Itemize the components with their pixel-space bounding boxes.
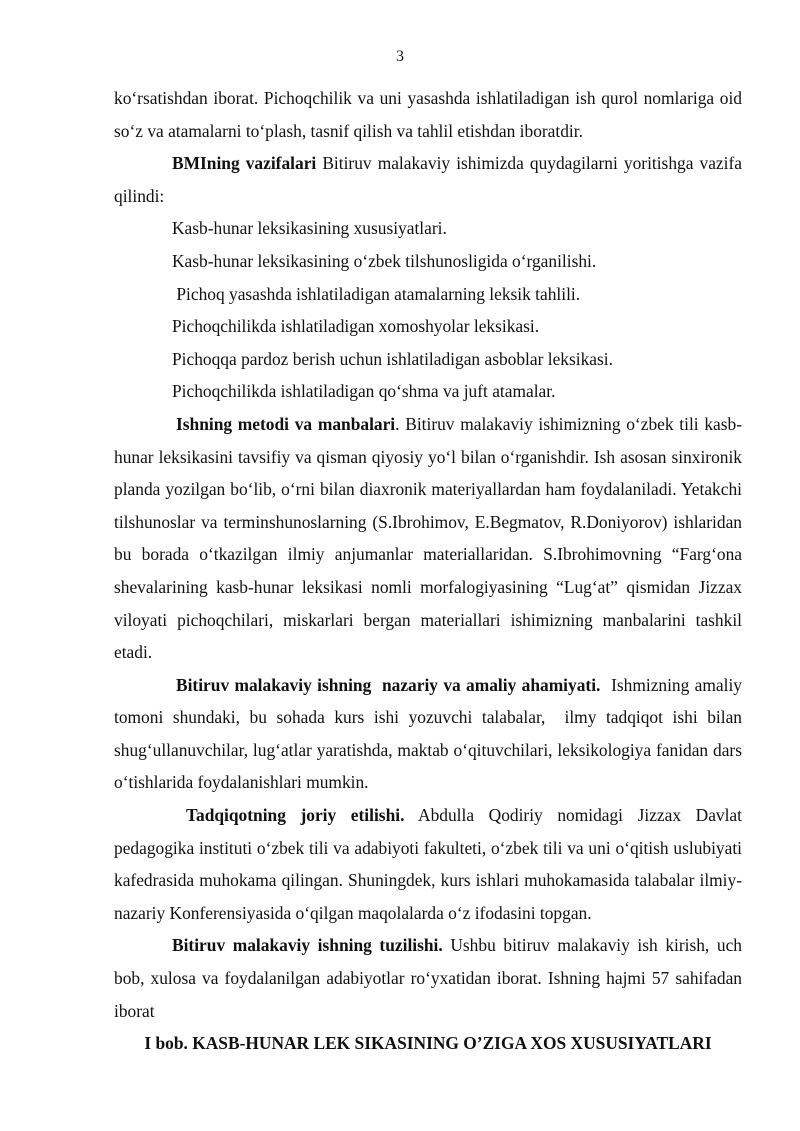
task-item: Kasb-hunar leksikasining o‘zbek tilshunosligida o‘rganilishi. — [172, 250, 597, 271]
tasks-heading: BMIning vazifalari — [172, 153, 317, 174]
intro-paragraph: ko‘rsatishdan iborat. Pichoqchilik va uni yasashda ishlatiladigan ish qurol nomlariga oid so‘z va atamalarni to‘plash, tasnif qilish va tahlil etishdan iboratdir. — [114, 88, 742, 141]
method-heading: Ishning metodi va manbalari — [176, 413, 396, 434]
structure-paragraph — [114, 929, 742, 1027]
task-item: Pichoqchilikda ishlatiladigan xomoshyolar leksikasi. — [172, 316, 540, 337]
significance-text: Ishmizning amaliy tomoni shundaki, bu sohada kurs ishi yozuvchi talabalar, ilmy tadqiqot ishi bilan shug‘ullanuvchilar, lug‘atlar yaratishda, maktab o‘qituvchilari, leksikologiya fanidan dars o‘tishlarida foydalanishlari mumkin. — [114, 674, 747, 793]
task-item: Pichoqqa pardoz berish uchun ishlatiladigan asboblar leksikasi. — [172, 348, 613, 369]
approval-paragraph — [114, 799, 742, 929]
significance-paragraph — [114, 669, 747, 799]
approval-heading: Tadqiqotning joriy etilishi. — [186, 805, 405, 826]
task-item: Kasb-hunar leksikasining xususiyatlari. — [172, 218, 447, 239]
structure-heading: Bitiruv malakaviy ishning tuzilishi. — [172, 935, 443, 956]
method-text: . Bitiruv malakaviy ishimizning o‘zbek tili kasb-hunar leksikasini tavsifiy va qisman qiyosiy yo‘l bilan o‘rganishdir. Ish asosan sinxironik planda yozilgan bo‘lib, o‘rni bilan diaxronik materiyallardan ham foydalaniladi. Yetakchi tilshunoslar va terminshunoslarning (S.Ibrohimov, E.Begmatov, R.Doniyorov) ishlaridan bu borada o‘tkazilgan ilmiy anjumanlar materiallaridan. S.Ibrohimovning “Farg‘ona shevalarining kasb-hunar leksikasi nomli morfalogiyasining “Lug‘at” qismidan Jizzax viloyati pichoqchilari, miskarlari bergan materiallari ishimizning manbalarini tashkil etadi. — [114, 413, 743, 663]
chapter-title: I bob. KASB-HUNAR LEK SIKASINING O’ZIGA XOS XUSUSIYATLARI — [144, 1033, 712, 1054]
tasks-text: Bitiruv malakaviy ishimizda quydagilarni yoritishga vazifa qilindi: — [114, 153, 742, 206]
approval-text: Abdulla Qodiriy nomidagi Jizzax Davlat pedagogika instituti o‘zbek tili va adabiyoti fakulteti, o‘zbek tili va uni o‘qitish uslubiyati kafedrasida muhokama qilingan. Shuningdek, kurs ishlari muhokamasida talabalar ilmiy-nazariy Konferensiyasida o‘qilgan maqolalarda o‘z ifodasini topgan. — [114, 805, 742, 923]
significance-heading: Bitiruv malakaviy ishning nazariy va amaliy ahamiyati. — [176, 674, 601, 695]
page-number: 3 — [396, 48, 404, 65]
task-item: Pichoqchilikda ishlatiladigan qo‘shma va juft atamalar. — [172, 381, 556, 402]
document-body — [114, 82, 747, 1060]
method-paragraph — [114, 408, 742, 669]
structure-text: Ushbu bitiruv malakaviy ish kirish, uch bob, xulosa va foydalanilgan adabiyotlar ro‘yxatidan iborat. Ishning hajmi 57 sahifadan iborat — [114, 935, 743, 1021]
task-item: Pichoq yasashda ishlatiladigan atamalarning leksik tahlili. — [172, 283, 581, 304]
tasks-paragraph — [114, 147, 742, 212]
